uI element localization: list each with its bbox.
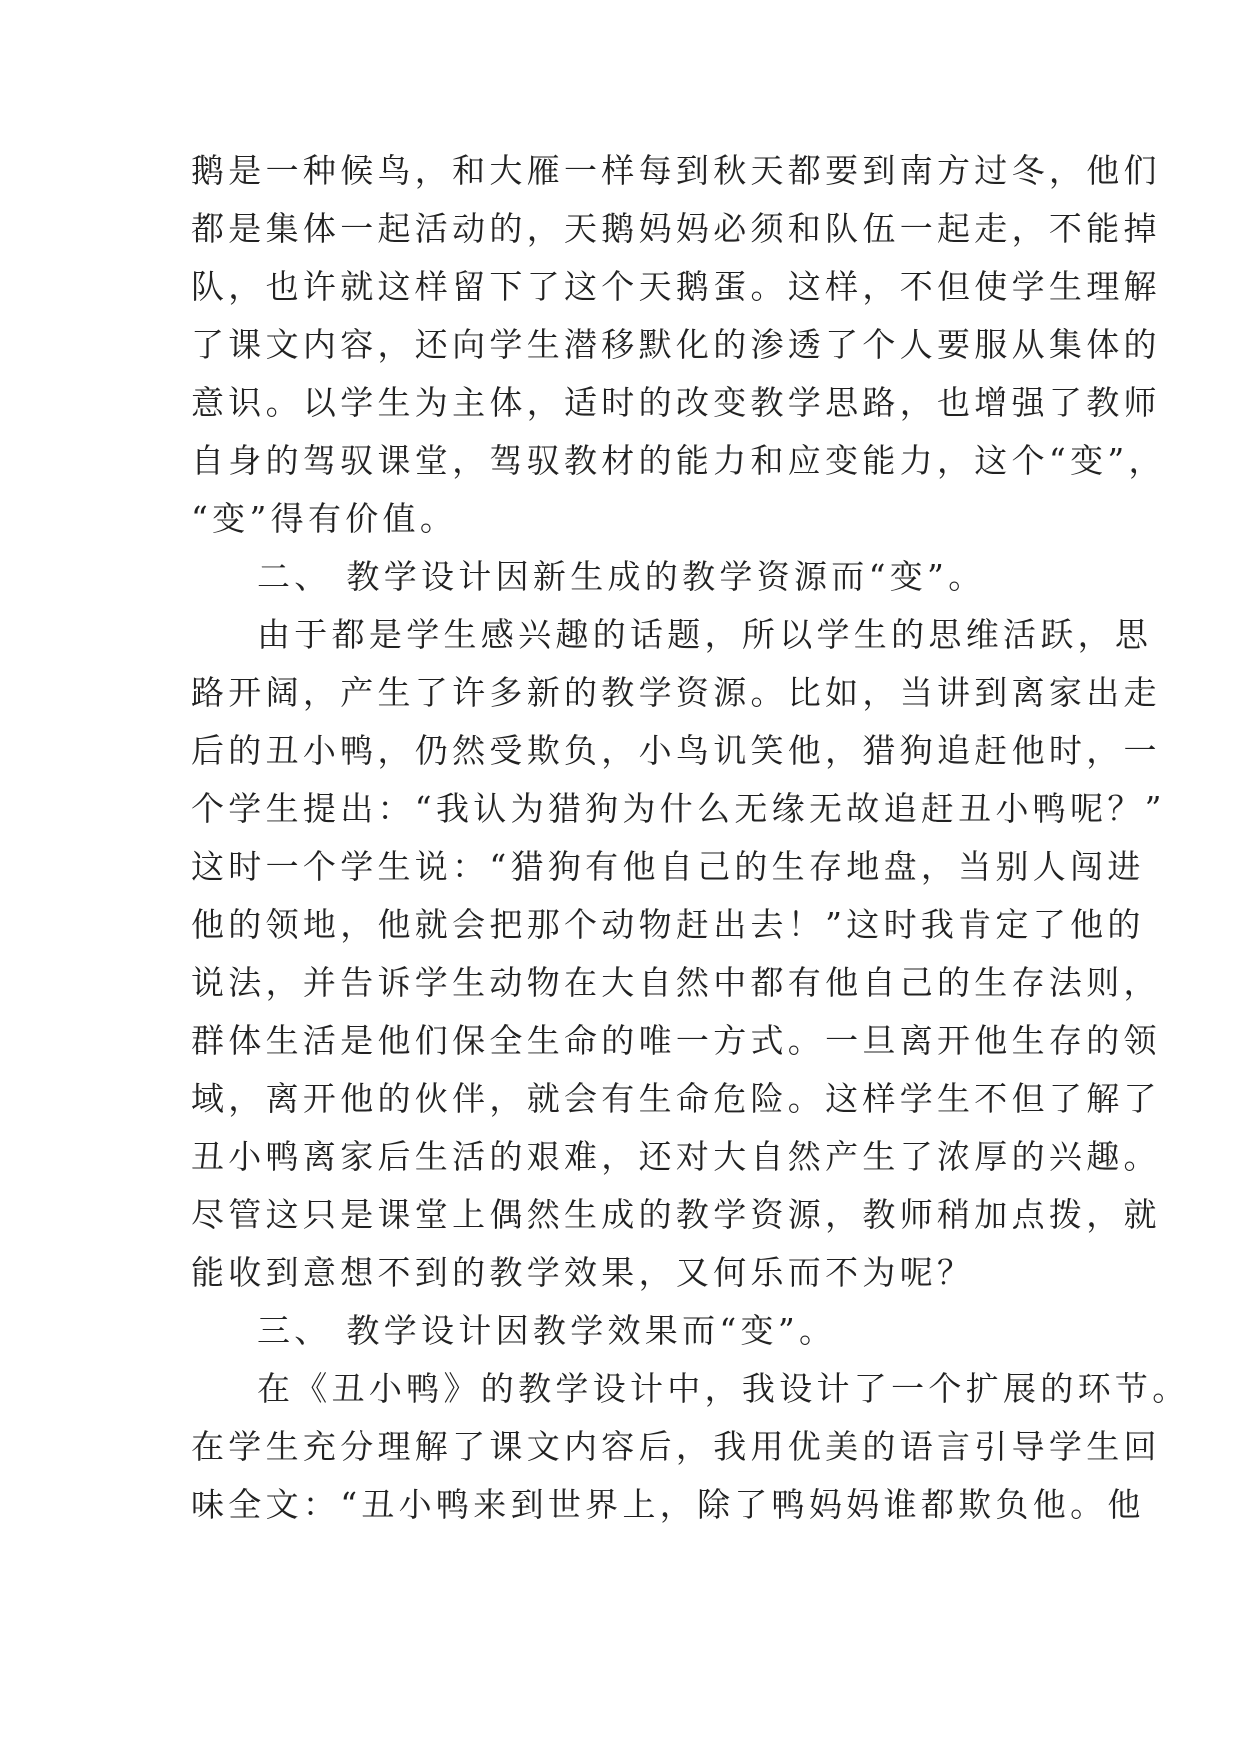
section-heading: 二、 教学设计因新生成的教学资源而“变”。 (257, 557, 986, 596)
text-line: 意识。以学生为主体，适时的改变教学思路，也增强了教师 (191, 383, 1161, 422)
section-heading: 三、 教学设计因教学效果而“变”。 (257, 1311, 837, 1350)
text-line: 由于都是学生感兴趣的话题，所以学生的思维活跃，思 (257, 615, 1153, 654)
text-line: 都是集体一起活动的，天鹅妈妈必须和队伍一起走，不能掉 (191, 209, 1161, 248)
text-line: 说法，并告诉学生动物在大自然中都有他自己的生存法则， (191, 963, 1161, 1002)
text-line: 后的丑小鸭，仍然受欺负，小鸟讥笑他，猎狗追赶他时，一 (191, 731, 1161, 770)
text-line: 味全文：“丑小鸭来到世界上，除了鸭妈妈谁都欺负他。他 (191, 1485, 1145, 1524)
text-line: 尽管这只是课堂上偶然生成的教学资源，教师稍加点拨，就 (191, 1195, 1161, 1234)
text-line: 路开阔，产生了许多新的教学资源。比如，当讲到离家出走 (191, 673, 1161, 712)
text-line: 能收到意想不到的教学效果，又何乐而不为呢？ (191, 1253, 975, 1292)
text-line: “变”得有价值。 (191, 499, 458, 538)
text-line: 这时一个学生说：“猎狗有他自己的生存地盘，当别人闯进 (191, 847, 1145, 886)
text-line: 丑小鸭离家后生活的艰难，还对大自然产生了浓厚的兴趣。 (191, 1137, 1161, 1176)
text-line: 在学生充分理解了课文内容后，我用优美的语言引导学生回 (191, 1427, 1161, 1466)
text-line: 在《丑小鸭》的教学设计中，我设计了一个扩展的环节。 (257, 1369, 1190, 1408)
text-line: 队，也许就这样留下了这个天鹅蛋。这样，不但使学生理解 (191, 267, 1161, 306)
text-line: 群体生活是他们保全生命的唯一方式。一旦离开他生存的领 (191, 1021, 1161, 1060)
text-line: 个学生提出：“我认为猎狗为什么无缘无故追赶丑小鸭呢？” (191, 789, 1166, 828)
text-line: 自身的驾驭课堂，驾驭教材的能力和应变能力，这个“变”， (191, 441, 1166, 480)
text-line: 鹅是一种候鸟，和大雁一样每到秋天都要到南方过冬，他们 (191, 151, 1161, 190)
text-line: 域，离开他的伙伴，就会有生命危险。这样学生不但了解了 (191, 1079, 1161, 1118)
text-line: 他的领地，他就会把那个动物赶出去！”这时我肯定了他的 (191, 905, 1145, 944)
text-line: 了课文内容，还向学生潜移默化的渗透了个人要服从集体的 (191, 325, 1161, 364)
